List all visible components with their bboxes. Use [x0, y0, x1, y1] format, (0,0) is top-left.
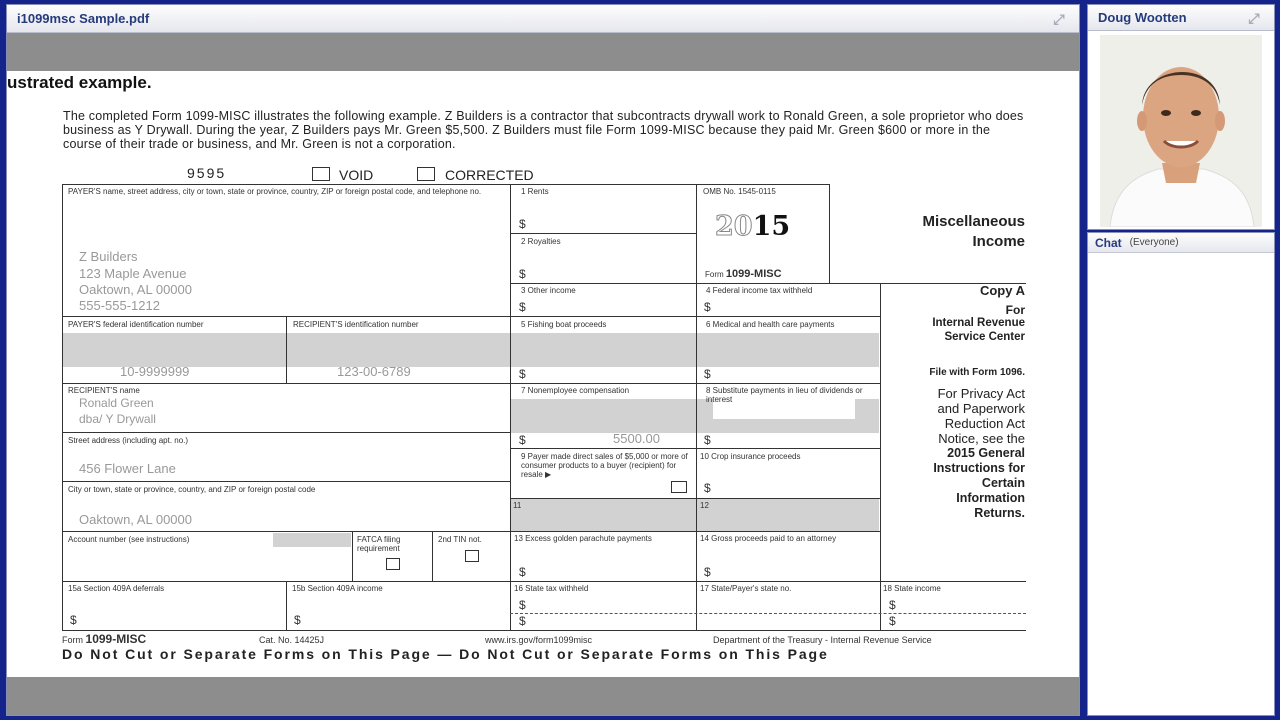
form-name-value: 1099-MISC [725, 268, 782, 280]
box3-dollar: $ [519, 300, 526, 314]
privacy-bold-3: Certain [981, 476, 1025, 490]
void-checkbox[interactable] [312, 167, 330, 181]
privacy-bold-1: 2015 General [947, 446, 1025, 460]
copy-irs-line-2: Service Center [944, 331, 1025, 343]
box7-shade [511, 399, 696, 433]
box11-label: 11 [513, 501, 522, 510]
box15a-label: 15a Section 409A deferrals [68, 584, 165, 593]
form-1099-misc [7, 71, 1079, 677]
document-bottom-margin [7, 677, 1079, 715]
city-value: Oaktown, AL 00000 [79, 512, 192, 527]
video-pod [1087, 4, 1275, 230]
box7-value: 5500.00 [613, 431, 660, 446]
payer-tin-shade [62, 333, 286, 367]
box2-label: 2 Royalties [521, 237, 561, 246]
chat-pod [1087, 232, 1275, 716]
grid-line [62, 531, 880, 532]
payer-line-1: Z Builders [79, 249, 138, 264]
recipient-tin-label: RECIPIENT'S identification number [293, 320, 419, 329]
grid-line [510, 498, 880, 499]
account-label: Account number (see instructions) [68, 535, 190, 544]
grid-line [510, 613, 1026, 614]
box18-dollar-2: $ [889, 614, 896, 628]
do-not-cut-line: Do Not Cut or Separate Forms on This Page — Do Not Cut or Separate Forms on This Page [62, 646, 829, 662]
grid-line [62, 481, 510, 482]
corrected-label: CORRECTED [445, 167, 534, 183]
second-tin-checkbox[interactable] [465, 550, 479, 562]
chat-header [1088, 233, 1274, 253]
payer-label: PAYER'S name, street address, city or town, state or province, country, ZIP or foreign postal code, and telephone no. [68, 187, 482, 196]
box16-dollar-1: $ [519, 598, 526, 612]
privacy-bold-2: Instructions for [933, 461, 1025, 475]
void-label: VOID [339, 167, 374, 183]
chat-messages-area[interactable] [1088, 254, 1274, 715]
box16-dollar-2: $ [519, 614, 526, 628]
box10-label: 10 Crop insurance proceeds [700, 452, 801, 461]
box15b-label: 15b Section 409A income [292, 584, 383, 593]
fatca-checkbox[interactable] [386, 558, 400, 570]
copy-for-label: For [1005, 303, 1025, 317]
box5-dollar: $ [519, 367, 526, 381]
dept-label: Department of the Treasury - Internal Revenue Service [713, 635, 932, 645]
account-shade [273, 533, 351, 547]
document-title: i1099msc Sample.pdf [17, 11, 150, 26]
pdf-page[interactable] [7, 71, 1079, 677]
grid-line [510, 233, 696, 234]
privacy-line-1: For Privacy Act [937, 386, 1025, 401]
box16-label: 16 State tax withheld [514, 584, 589, 593]
grid-line [880, 283, 881, 630]
grid-line [62, 383, 880, 384]
box4-dollar: $ [704, 300, 711, 314]
payer-line-4: 555-555-1212 [79, 298, 160, 313]
example-paragraph: The completed Form 1099-MISC illustrates the following example. Z Builders is a contractor that subcontracts drywall work to Ronald Green, a sole proprietor who does business as Y Drywall. During the year, Z Builders pays Mr. Green $5,500. Z Builders must file Form 1099-MISC because they paid Mr. Green $600 or more in the course of their trade or business, and Mr. Green is not a corporation. [63, 109, 1024, 151]
box6-label: 6 Medical and health care payments [706, 320, 835, 329]
video-pod-header [1088, 5, 1274, 31]
grid-line [62, 432, 510, 433]
box8-label: 8 Substitute payments in lieu of dividends or interest [706, 386, 863, 404]
corrected-checkbox[interactable] [417, 167, 435, 181]
payer-tin-value: 10-9999999 [120, 364, 190, 379]
chat-audience[interactable]: (Everyone) [1129, 237, 1179, 248]
recipient-tin-value: 123-00-6789 [337, 364, 411, 379]
payer-line-2: 123 Maple Avenue [79, 266, 187, 281]
document-pod-header [7, 5, 1079, 33]
box17-label: 17 State/Payer's state no. [700, 584, 792, 593]
privacy-bold-5: Returns. [974, 506, 1025, 520]
privacy-bold-4: Information [956, 491, 1025, 505]
recipient-name-label: RECIPIENT'S name [68, 386, 140, 395]
grid-line [286, 581, 287, 630]
payer-tin-label: PAYER'S federal identification number [68, 320, 204, 329]
grid-line [62, 184, 830, 185]
grid-line [286, 316, 287, 383]
recipient-tin-shade [287, 333, 510, 367]
fullscreen-icon[interactable]: ⤢ [1053, 11, 1065, 27]
grid-line [62, 184, 63, 630]
tax-year [715, 211, 790, 242]
form-code: 9595 [187, 165, 227, 181]
grid-line [510, 448, 880, 449]
box2-dollar: $ [519, 267, 526, 281]
copy-irs-line-1: Internal Revenue [932, 317, 1025, 329]
grid-line [696, 184, 697, 630]
box7-dollar: $ [519, 433, 526, 447]
box18-label: 18 State income [883, 584, 941, 593]
grid-line [62, 630, 1026, 631]
presenter-name: Doug Wootten [1098, 10, 1187, 25]
box8-dollar: $ [704, 433, 711, 447]
street-label: Street address (including apt. no.) [68, 436, 189, 445]
form-name-small [705, 268, 782, 280]
irs-url[interactable]: www.irs.gov/form1099misc [485, 635, 593, 645]
privacy-line-3: Reduction Act [944, 416, 1025, 431]
chat-title: Chat [1095, 235, 1122, 250]
street-value: 456 Flower Lane [79, 461, 176, 476]
privacy-line-4: Notice, see the [938, 431, 1025, 446]
document-top-margin [7, 33, 1079, 71]
cat-no: Cat. No. 14425J [259, 635, 325, 645]
omb-label: OMB No. 1545-0115 [703, 187, 776, 196]
box6-shade [697, 333, 879, 367]
box10-dollar: $ [704, 481, 711, 495]
box13-label: 13 Excess golden parachute payments [514, 534, 652, 543]
recipient-name-line-1: Ronald Green [79, 396, 154, 410]
tax-year-bold: 15 [752, 211, 791, 242]
document-pod [6, 4, 1080, 716]
box7-label: 7 Nonemployee compensation [521, 386, 630, 395]
side-title-1: Miscellaneous [922, 213, 1025, 230]
box5-shade [511, 333, 696, 367]
footer-form-name: 1099-MISC [85, 632, 147, 646]
box14-dollar: $ [704, 565, 711, 579]
footer-form-prefix: Form [62, 635, 83, 645]
fatca-label: FATCA filing requirement [357, 535, 401, 553]
box14-label: 14 Gross proceeds paid to an attorney [700, 534, 837, 543]
box1-label: 1 Rents [521, 187, 549, 196]
box18-dollar-1: $ [889, 598, 896, 612]
privacy-line-2: and Paperwork [937, 401, 1025, 416]
file-with-label: File with Form 1096. [929, 367, 1025, 378]
box12-shade [697, 498, 879, 531]
box1-dollar: $ [519, 217, 526, 231]
box9-checkbox[interactable] [671, 481, 687, 493]
copy-a-label: Copy A [979, 283, 1025, 298]
payer-line-3: Oaktown, AL 00000 [79, 282, 192, 297]
page-heading: ustrated example. [7, 73, 152, 92]
box3-label: 3 Other income [521, 286, 576, 295]
grid-line [352, 531, 353, 581]
box15a-dollar: $ [70, 613, 77, 627]
grid-line [829, 184, 830, 283]
presenter-video [1100, 35, 1262, 227]
presenter-avatar [1100, 35, 1262, 227]
box4-label: 4 Federal income tax withheld [706, 286, 813, 295]
grid-line [510, 184, 511, 630]
tax-year-light: 20 [715, 211, 753, 242]
box12-label: 12 [700, 501, 709, 510]
second-tin-label: 2nd TIN not. [438, 535, 482, 544]
form-name-prefix: Form [705, 270, 724, 279]
box11-shade [511, 498, 696, 531]
box5-label: 5 Fishing boat proceeds [521, 320, 607, 329]
box6-dollar: $ [704, 367, 711, 381]
grid-line [432, 531, 433, 581]
box15b-dollar: $ [294, 613, 301, 627]
recipient-name-line-2: dba/ Y Drywall [79, 412, 156, 426]
grid-line [62, 581, 1026, 582]
fullscreen-icon[interactable]: ⤢ [1248, 10, 1260, 26]
footer-form [62, 632, 146, 646]
grid-line [62, 316, 880, 317]
city-label: City or town, state or province, country, and ZIP or foreign postal code [68, 485, 316, 494]
box9-label: 9 Payer made direct sales of $5,000 or more of consumer products to a buyer (recipient) for resale ▶ [521, 452, 688, 479]
box13-dollar: $ [519, 565, 526, 579]
side-title-2: Income [972, 233, 1025, 250]
